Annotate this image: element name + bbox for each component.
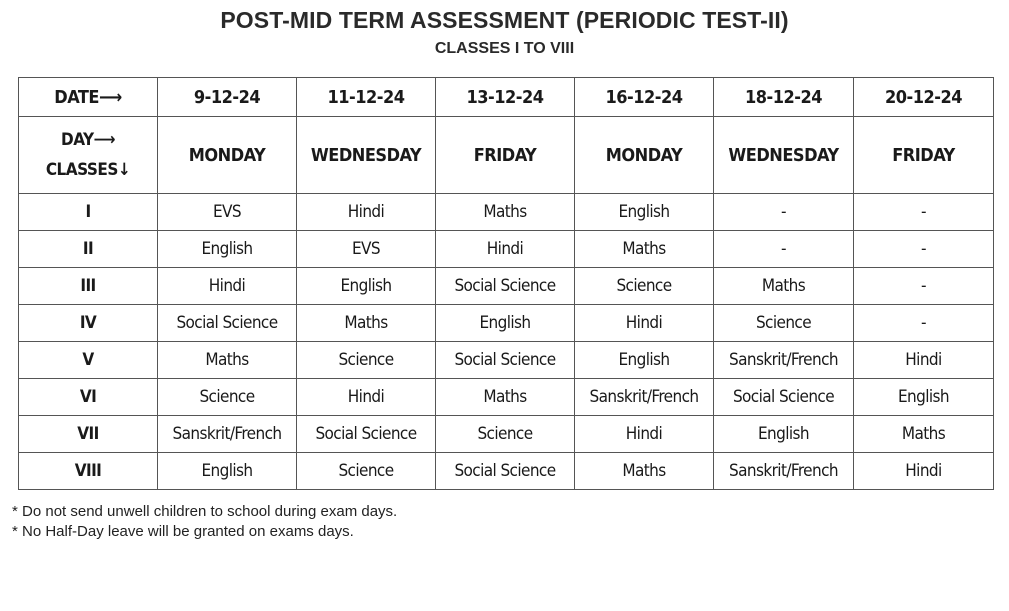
day-cell: FRIDAY [436,117,575,194]
subject-cell: Sanskrit/French [714,453,854,490]
subject-cell: Hindi [158,268,297,305]
subject-cell: Science [297,453,436,490]
subject-cell: - [714,231,854,268]
table-row [19,379,994,416]
subject-cell: Social Science [436,453,575,490]
subject-cell: EVS [297,231,436,268]
subject-cell: English [575,194,714,231]
class-cell: IV [19,305,158,342]
date-header-row [19,78,994,117]
subject-cell: Sanskrit/French [714,342,854,379]
subject-cell: English [854,379,994,416]
class-cell: VIII [19,453,158,490]
subject-cell: Maths [575,231,714,268]
subject-cell: Hindi [297,194,436,231]
note-item: * Do not send unwell children to school during exam days. [12,503,398,520]
subject-cell: Maths [575,453,714,490]
subject-cell: Maths [436,194,575,231]
subject-cell: Science [297,342,436,379]
subject-cell: Social Science [436,342,575,379]
date-cell: 16-12-24 [575,78,714,117]
subject-cell: EVS [158,194,297,231]
subject-cell: Social Science [436,268,575,305]
date-corner-cell [19,78,158,117]
down-arrow-icon: ↓ [117,160,131,180]
note-item: * No Half-Day leave will be granted on exams days. [12,523,354,540]
date-cell: 11-12-24 [297,78,436,117]
subject-cell: Hindi [854,453,994,490]
subject-cell: English [714,416,854,453]
table-row [19,453,994,490]
date-cell: 18-12-24 [714,78,854,117]
subject-cell: Social Science [714,379,854,416]
subject-cell: Maths [436,379,575,416]
subject-cell: - [854,231,994,268]
date-cell: 13-12-24 [436,78,575,117]
subject-cell: English [158,453,297,490]
table-row [19,416,994,453]
subject-cell: - [714,194,854,231]
date-cell: 20-12-24 [854,78,994,117]
subject-cell: English [297,268,436,305]
table-row [19,194,994,231]
class-cell: I [19,194,158,231]
class-cell: V [19,342,158,379]
class-cell: III [19,268,158,305]
day-label: DAY [61,130,94,150]
day-cell: MONDAY [575,117,714,194]
subject-cell: Sanskrit/French [158,416,297,453]
subject-cell: Hindi [854,342,994,379]
classes-label: CLASSES [45,160,118,180]
subject-cell: Hindi [575,305,714,342]
right-arrow-icon: ⟶ [98,86,122,108]
class-cell: VI [19,379,158,416]
subject-cell: - [854,268,994,305]
day-classes-corner-cell [19,117,158,194]
subject-cell: Science [575,268,714,305]
day-cell: FRIDAY [854,117,994,194]
day-cell: WEDNESDAY [297,117,436,194]
subject-cell: Social Science [158,305,297,342]
date-label: DATE [54,86,99,108]
subject-cell: - [854,305,994,342]
subject-cell: Science [714,305,854,342]
subject-cell: English [158,231,297,268]
table-row [19,231,994,268]
class-cell: II [19,231,158,268]
day-cell: WEDNESDAY [714,117,854,194]
subject-cell: English [436,305,575,342]
notes-section [12,502,397,542]
day-header-row [19,117,994,194]
subject-cell: Sanskrit/French [575,379,714,416]
subject-cell: Hindi [575,416,714,453]
subject-cell: Maths [854,416,994,453]
subject-cell: Maths [158,342,297,379]
table-row [19,342,994,379]
subject-cell: Maths [297,305,436,342]
day-cell: MONDAY [158,117,297,194]
subject-cell: Science [436,416,575,453]
subject-cell: Science [158,379,297,416]
subject-cell: Hindi [436,231,575,268]
subject-cell: - [854,194,994,231]
table-row [19,305,994,342]
table-row [19,268,994,305]
class-cell: VII [19,416,158,453]
exam-schedule-table [18,77,994,490]
page-title: POST-MID TERM ASSESSMENT (PERIODIC TEST-II) [220,7,789,33]
right-arrow-icon: ⟶ [93,130,115,150]
subject-cell: English [575,342,714,379]
subject-cell: Social Science [297,416,436,453]
subject-cell: Hindi [297,379,436,416]
page-subtitle: CLASSES I TO VIII [434,40,575,57]
date-cell: 9-12-24 [158,78,297,117]
subject-cell: Maths [714,268,854,305]
